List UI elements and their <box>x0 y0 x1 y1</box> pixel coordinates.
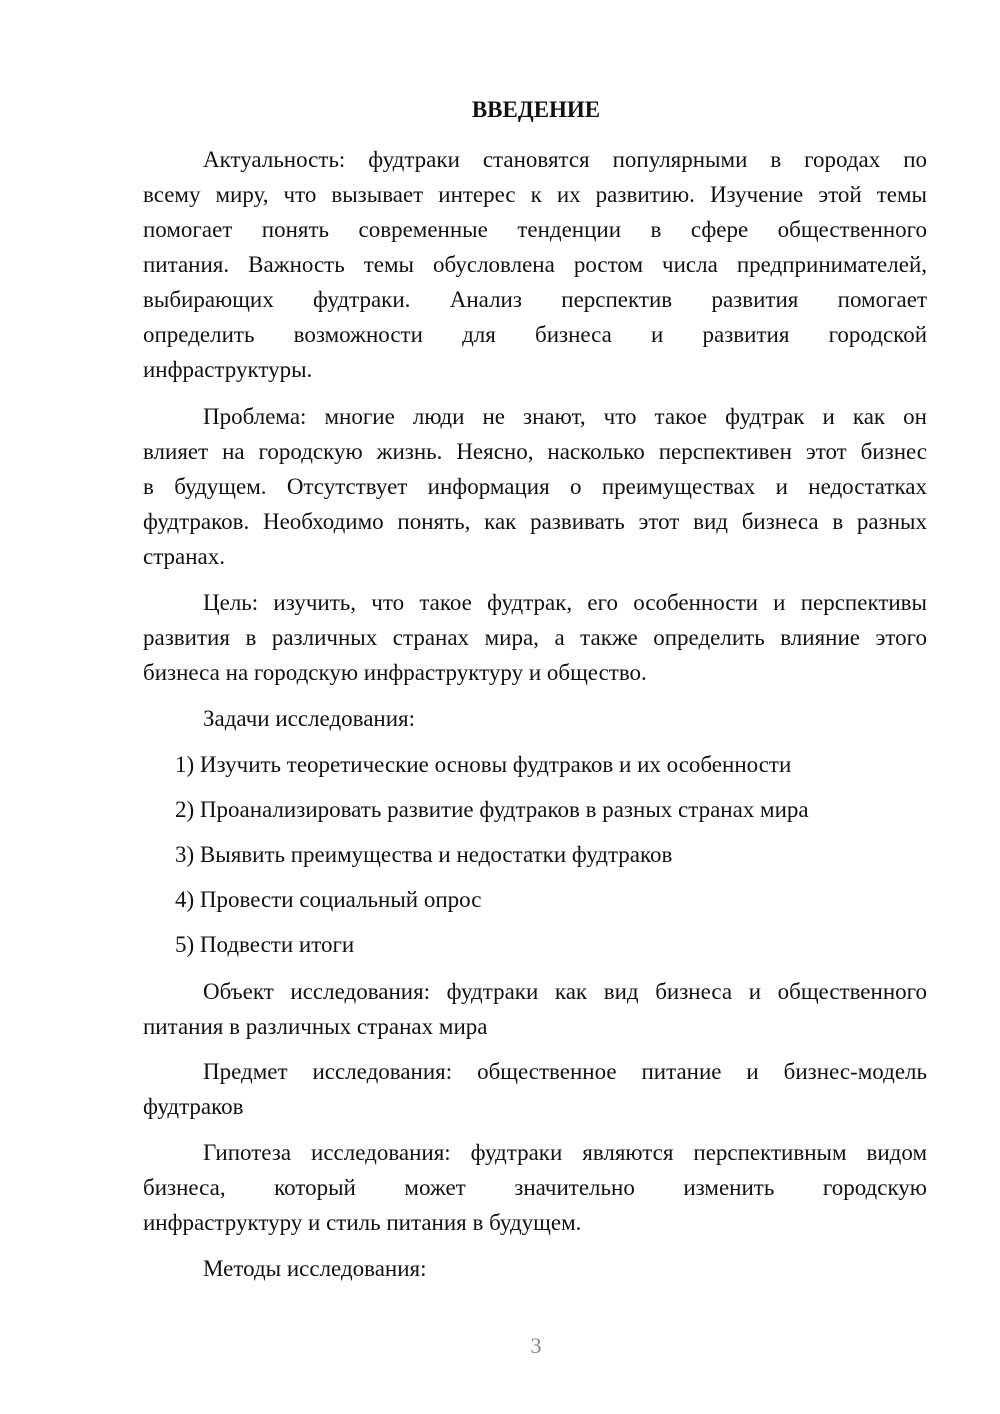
text-line: определить возможности для бизнеса и развития городской <box>143 322 927 347</box>
text-line: Гипотеза исследования: фудтраки являются перспективным видом <box>203 1140 927 1165</box>
text-line: бизнеса на городскую инфраструктуру и общество. <box>143 660 647 685</box>
object-paragraph <box>143 974 927 1044</box>
task-item: 3) Выявить преимущества и недостатки фудтраков <box>175 842 673 867</box>
text-line: Проблема: многие люди не знают, что такое фудтрак и как он <box>203 404 927 429</box>
text-line: инфраструктуру и стиль питания в будущем. <box>143 1210 582 1235</box>
text-line: питания. Важность темы обусловлена ростом числа предпринимателей, <box>143 252 927 277</box>
problem-paragraph <box>143 399 927 574</box>
methods-heading <box>143 1251 927 1286</box>
hypothesis-paragraph <box>143 1135 927 1240</box>
text-line: Задачи исследования: <box>203 706 416 731</box>
text-line: фудтраков. Необходимо понять, как развивать этот вид бизнеса в разных <box>143 509 927 534</box>
section-title: ВВЕДЕНИЕ <box>471 97 601 122</box>
page-number: 3 <box>530 1333 542 1358</box>
subject-paragraph <box>143 1054 927 1124</box>
text-line: влияет на городскую жизнь. Неясно, насколько перспективен этот бизнес <box>143 439 927 464</box>
text-line: в будущем. Отсутствует информация о преимуществах и недостатках <box>143 474 927 499</box>
relevance-paragraph <box>143 142 927 387</box>
text-line: Актуальность: фудтраки становятся популярными в городах по <box>203 147 927 172</box>
tasks-heading <box>143 701 927 736</box>
text-line: фудтраков <box>143 1094 244 1119</box>
task-item: 4) Провести социальный опрос <box>175 887 482 912</box>
text-line: питания в различных странах мира <box>143 1014 488 1039</box>
goal-paragraph <box>143 585 927 690</box>
text-line: Методы исследования: <box>203 1256 427 1281</box>
text-line: помогает понять современные тенденции в сфере общественного <box>143 217 927 242</box>
text-line: развития в различных странах мира, а также определить влияние этого <box>143 625 927 650</box>
text-line: Объект исследования: фудтраки как вид бизнеса и общественного <box>203 979 927 1004</box>
text-line: всему миру, что вызывает интерес к их развитию. Изучение этой темы <box>143 182 927 207</box>
task-item: 1) Изучить теоретические основы фудтраков и их особенности <box>175 752 792 777</box>
text-line: Предмет исследования: общественное питание и бизнес-модель <box>203 1059 927 1084</box>
text-line: выбирающих фудтраки. Анализ перспектив развития помогает <box>143 287 927 312</box>
text-line: бизнеса, который может значительно изменить городскую <box>143 1175 927 1200</box>
task-item: 2) Проанализировать развитие фудтраков в разных странах мира <box>175 797 809 822</box>
text-line: инфраструктуры. <box>143 357 313 382</box>
text-line: Цель: изучить, что такое фудтрак, его особенности и перспективы <box>203 590 927 615</box>
text-line: странах. <box>143 544 226 569</box>
task-item: 5) Подвести итоги <box>175 932 355 957</box>
